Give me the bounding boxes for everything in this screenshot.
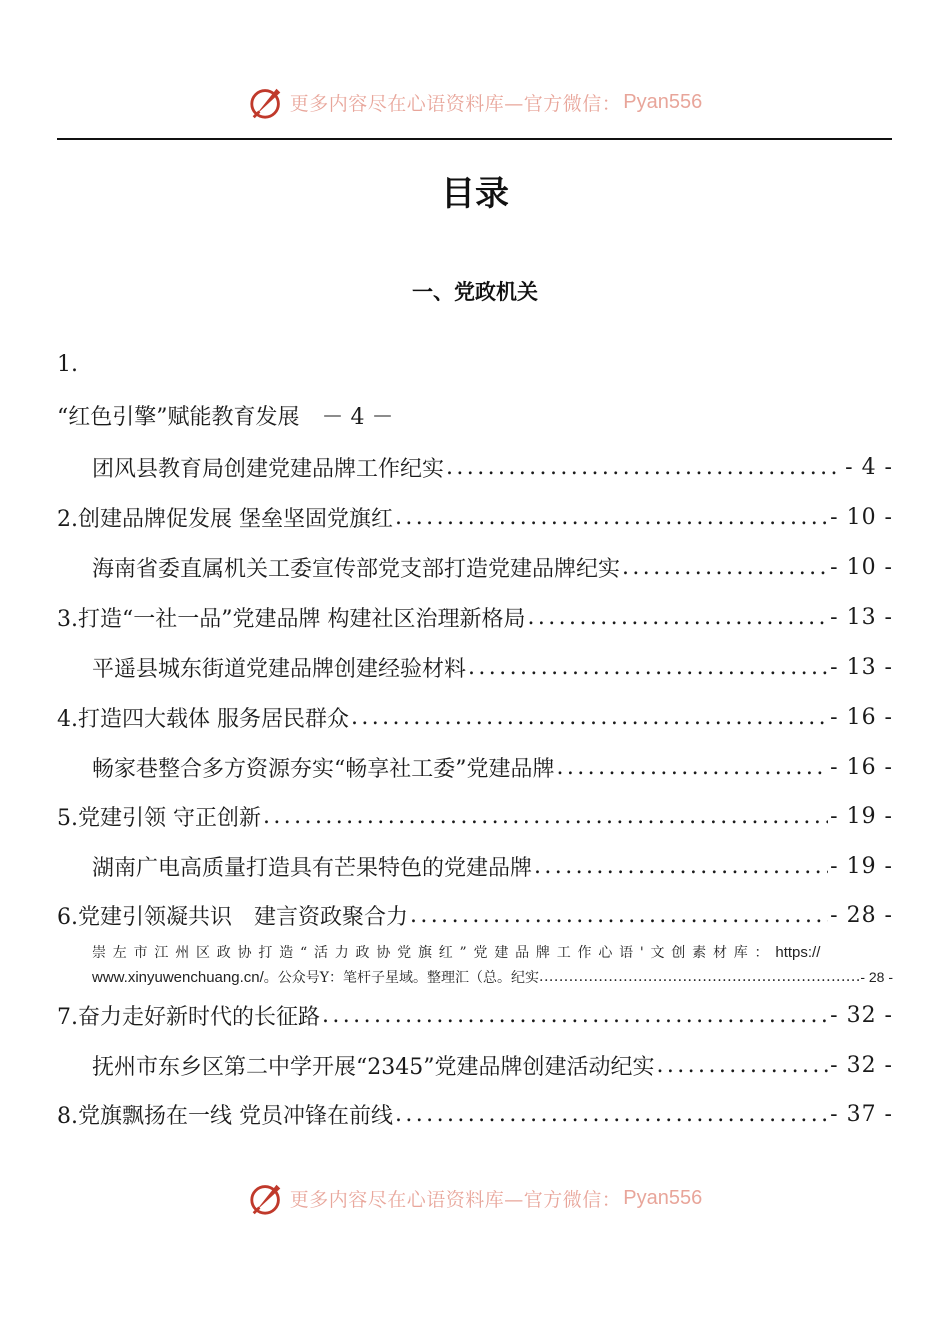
section-heading: 一、党政机关 bbox=[412, 280, 538, 304]
toc-entry-7[interactable] bbox=[57, 998, 893, 1032]
toc-page-number: - 13 - bbox=[830, 604, 893, 630]
dot-leader bbox=[395, 505, 828, 530]
toc-page-number: - 10 - bbox=[830, 554, 893, 580]
toc-page-number: - 32 - bbox=[830, 1002, 893, 1028]
toc-page-number: - 28 - bbox=[860, 969, 893, 985]
toc-entry-8[interactable] bbox=[57, 1097, 893, 1131]
toc-entry-text: 湖南广电高质量打造具有芒果特色的党建品牌 bbox=[92, 855, 533, 881]
banner-text: 更多内容尽在心语资料库—官方微信： bbox=[289, 1188, 622, 1211]
toc-entry-text: 崇左市江州区政协打造“活力政协党旗红”党建品牌工作心语'文创素材库： bbox=[92, 945, 776, 961]
toc-entry-1-number: 1. bbox=[57, 352, 78, 377]
toc-entry-text: 6.党建引领凝共识 建言资政聚合力 bbox=[57, 904, 408, 930]
dot-leader bbox=[322, 1003, 828, 1028]
header-banner bbox=[0, 82, 950, 122]
dot-leader bbox=[527, 605, 828, 630]
dot-leader bbox=[622, 555, 828, 580]
toc-page-number: - 16 - bbox=[830, 704, 893, 730]
toc-entry-2-sub[interactable] bbox=[92, 550, 893, 584]
dot-leader bbox=[446, 455, 843, 480]
url-text: https:// bbox=[775, 944, 821, 961]
toc-entry-text: 抚州市东乡区第二中学开展“2345”党建品牌创建活动纪实 bbox=[92, 1054, 655, 1080]
header-rule bbox=[57, 138, 892, 140]
toc-entry-6-sub-line2[interactable] bbox=[92, 966, 893, 988]
toc-page-number: - 19 - bbox=[830, 853, 893, 879]
toc-entry-5[interactable] bbox=[57, 799, 893, 833]
toc-entry-text: 5.党建引领 守正创新 bbox=[57, 805, 261, 831]
url-text: www.xinyuwenchuang.cn/ bbox=[92, 968, 264, 986]
dot-leader bbox=[395, 1102, 828, 1127]
dot-leader bbox=[468, 655, 828, 680]
dot-leader bbox=[539, 969, 860, 985]
toc-entry-text: 平遥县城东街道党建品牌创建经验材料 bbox=[92, 656, 467, 682]
quill-logo-icon bbox=[248, 83, 286, 121]
toc-entry-6[interactable] bbox=[57, 898, 893, 932]
toc-entry-3-sub[interactable] bbox=[92, 650, 893, 684]
toc-entry-text: 8.党旗飘扬在一线 党员冲锋在前线 bbox=[57, 1103, 393, 1129]
toc-entry-4-sub[interactable] bbox=[92, 750, 893, 784]
toc-page-number: - 10 - bbox=[830, 504, 893, 530]
dot-leader bbox=[351, 705, 828, 730]
dot-leader bbox=[410, 903, 828, 928]
toc-page-number: - 19 - bbox=[830, 803, 893, 829]
toc-entry-text: 7.奋力走好新时代的长征路 bbox=[57, 1004, 320, 1030]
dot-leader bbox=[263, 804, 828, 829]
dot-leader bbox=[534, 854, 828, 879]
toc-entry-text: 。公众号Y：笔杆子星域。整理汇（总。纪实 bbox=[263, 970, 540, 986]
toc-entry-text: 团风县教育局创建党建品牌工作纪实 bbox=[92, 456, 445, 482]
toc-entry-3[interactable] bbox=[57, 600, 893, 634]
toc-entry-7-sub[interactable] bbox=[92, 1048, 893, 1082]
page-title: 目录 bbox=[441, 174, 509, 214]
banner-wechat-id: Pyan556 bbox=[623, 1186, 703, 1209]
toc-entry-text: 2.创建品牌促发展 堡垒坚固党旗红 bbox=[57, 506, 393, 532]
banner-text: 更多内容尽在心语资料库—官方微信： bbox=[289, 92, 622, 115]
toc-page-number: - 16 - bbox=[830, 754, 893, 780]
toc-entry-5-sub[interactable] bbox=[92, 849, 893, 883]
quill-logo-icon bbox=[248, 1179, 286, 1217]
dot-leader bbox=[557, 755, 829, 780]
toc-page-number: - 13 - bbox=[830, 654, 893, 680]
toc-page-number: - 28 - bbox=[830, 902, 893, 928]
toc-entry-text: 畅家巷整合多方资源夯实“畅享社工委”党建品牌 bbox=[92, 756, 555, 782]
toc-entry-text: 4.打造四大载体 服务居民群众 bbox=[57, 706, 349, 732]
toc-entry-6-sub-line1[interactable] bbox=[92, 942, 893, 964]
toc-entry-4[interactable] bbox=[57, 700, 893, 734]
toc-page-number: - 32 - bbox=[830, 1052, 893, 1078]
toc-entry-1-title[interactable]: “红色引擎”赋能教育发展 － 4 － bbox=[57, 405, 394, 430]
toc-entry-2[interactable] bbox=[57, 500, 893, 534]
toc-page-number: - 37 - bbox=[830, 1101, 893, 1127]
toc-entry-1-sub[interactable] bbox=[92, 450, 893, 484]
banner-wechat-id: Pyan556 bbox=[623, 90, 703, 113]
dot-leader bbox=[656, 1053, 828, 1078]
footer-banner bbox=[0, 1178, 950, 1218]
toc-page-number: - 4 - bbox=[845, 454, 893, 480]
toc-entry-text: 3.打造“一社一品”党建品牌 构建社区治理新格局 bbox=[57, 606, 526, 632]
toc-entry-text: 海南省委直属机关工委宣传部党支部打造党建品牌纪实 bbox=[92, 556, 621, 582]
